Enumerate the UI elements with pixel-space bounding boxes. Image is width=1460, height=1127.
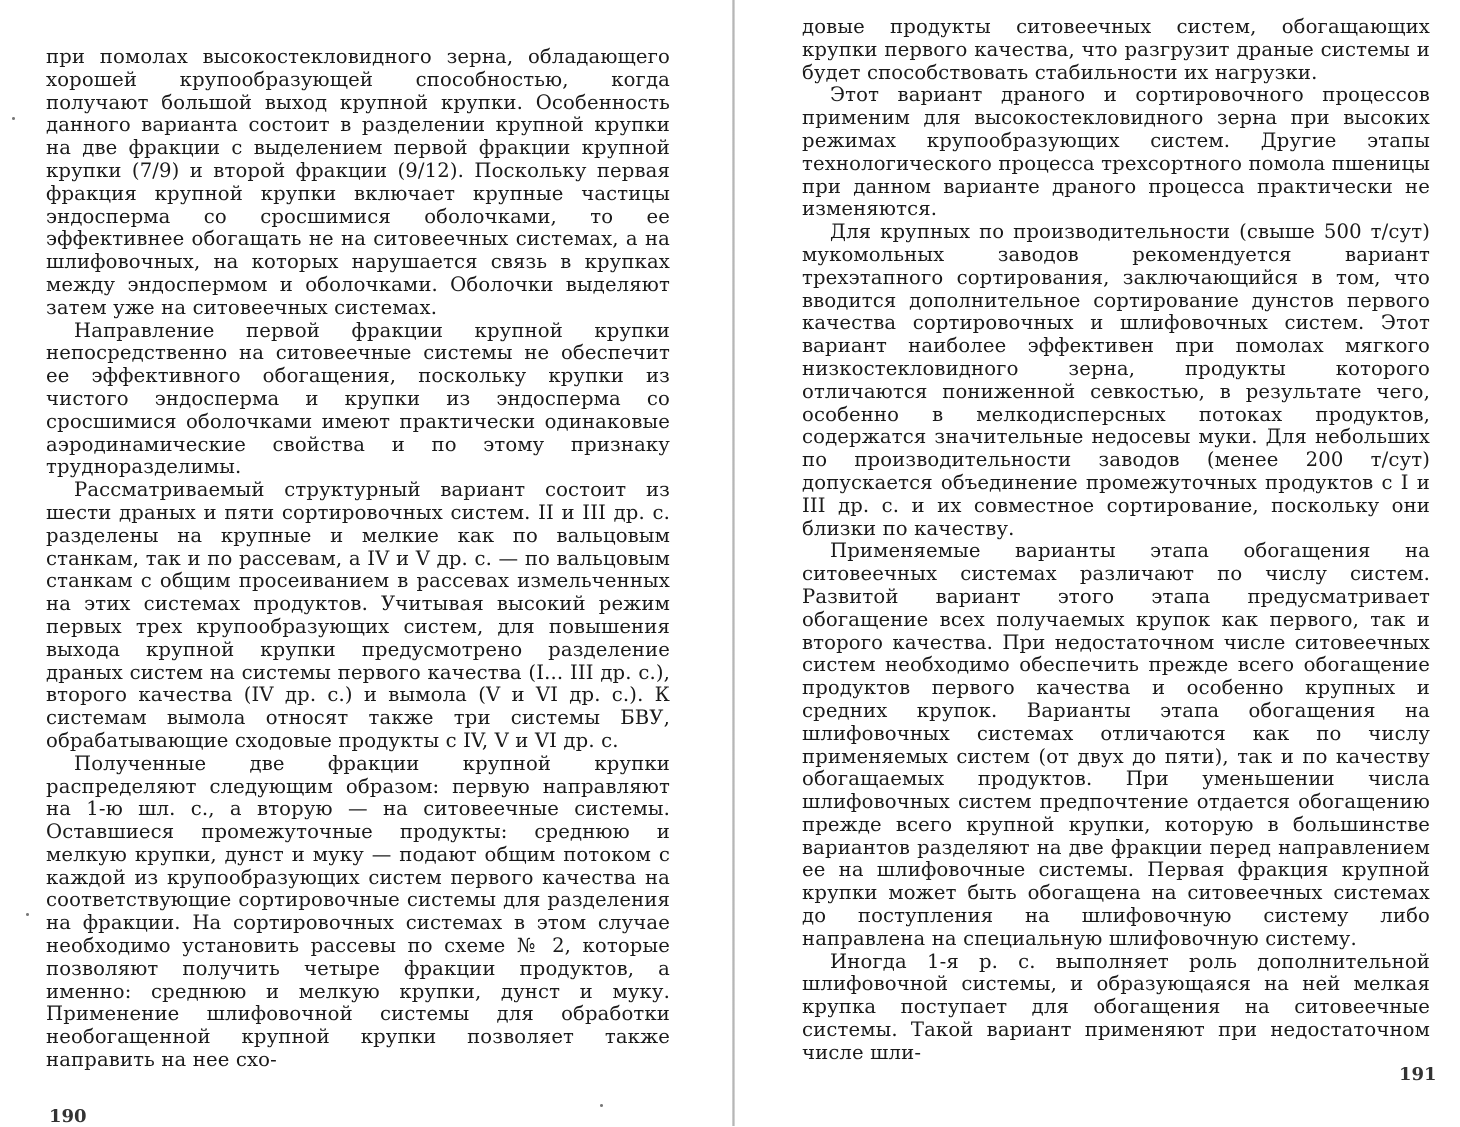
paragraph: Рассматриваемый структурный вариант состоит из шести драных и пяти сортировочных систем. II и III др. с. разделены на крупные и мелкие как по вальцовым станкам, так и по рассевам, а IV и V др. с. — по вальцовым станкам с общим просеиванием в рассевах измельченных на этих системах продуктов. Учитывая высокий режим первых трех крупообразующих систем, для повышения выхода крупной крупки предусмотрено разделение драных систем на системы первого качества (I... III др. с.), второго качества (IV др. с.) и вымола (V и VI др. с.). К системам вымола относят также три системы БВУ, обрабатывающие сходовые продукты с IV, V и VI др. с. (46, 478, 670, 752)
paragraph: довые продукты ситовеечных систем, обогащающих крупки первого качества, что разгрузит драные системы и будет способствовать стабильности их нагрузки. (802, 15, 1430, 84)
left-page (0, 0, 730, 1126)
paragraph: Применяемые варианты этапа обогащения на ситовеечных системах различают по числу систем. Развитой вариант этого этапа предусматривает обогащение всех получаемых крупок как первого, так и второго качества. При недостаточном числе ситовеечных систем необходимо обеспечить прежде всего обогащение продуктов первого качества и особенно крупных и средних крупок. Варианты этапа обогащения на шлифовочных системах отличаются как по числу применяемых систем (от двух до пяти), так и по качеству обогащаемых продуктов. При уменьшении числа шлифовочных систем предпочтение отдается обогащению прежде всего крупной крупки, которую в большинстве вариантов разделяют на две фракции перед направлением ее на шлифовочные системы. Первая фракция крупной крупки может быть обогащена на ситовеечных системах до поступления на шлифовочную систему либо направлена на специальную шлифовочную систему. (802, 539, 1430, 950)
scan-speck (12, 117, 15, 120)
right-page (730, 0, 1460, 1126)
paragraph: Направление первой фракции крупной крупки непосредственно на ситовеечные системы не обеспечит ее эффективного обогащения, поскольку крупки из чистого эндосперма и крупки из эндосперма со сросшимися оболочками имеют практически одинаковые аэродинамические свойства и по этому признаку трудноразделимы. (46, 318, 670, 479)
page-number: 191 (1399, 1064, 1437, 1085)
scan-speck (600, 1104, 603, 1107)
paragraph: Полученные две фракции крупной крупки распределяют следующим образом: первую направляют на 1-ю шл. с., а вторую — на ситовеечные системы. Оставшиеся промежуточные продукты: среднюю и мелкую крупки, дунст и муку — подают общим потоком с каждой из крупообразующих систем первого качества на соответствующие сортировочные системы для разделения на фракции. На сортировочных системах в этом случае необходимо установить рассевы по схеме № 2, которые позволяют получить четыре фракции продуктов, а именно: среднюю и мелкую крупки, дунст и муку. Применение шлифовочной системы для обработки необогащенной крупной крупки позволяет также направить на нее схо- (46, 751, 670, 1072)
right-page-text (802, 16, 1430, 1065)
paragraph: Для крупных по производительности (свыше 500 т/сут) мукомольных заводов рекомендуется вариант трехэтапного сортирования, заключающийся в том, что вводится дополнительное сортирование дунстов первого качества сортировочных и шлифовочных систем. Этот вариант наиболее эффективен при помолах мягкого низкостекловидного зерна, продукты которого отличаются пониженной севкостью, в результате чего, особенно в мелкодисперсных потоках продуктов, содержатся значительные недосевы муки. Для небольших по производительности заводов (менее 200 т/сут) допускается объединение промежуточных продуктов с I и III др. с. и их совместное сортирование, поскольку они близки по качеству. (802, 220, 1430, 540)
paragraph: при помолах высокостекловидного зерна, обладающего хорошей крупообразующей способностью, когда получают большой выход крупной крупки. Особенность данного варианта состоит в разделении крупной крупки на две фракции с выделением первой фракции крупной крупки (7/9) и второй фракции (9/12). Поскольку первая фракция крупной крупки включает крупные частицы эндосперма со сросшимися оболочками, то ее эффективнее обогащать не на ситовеечных системах, а на шлифовочных, на которых нарушается связь в крупках между эндоспермом и оболочками. Оболочки выделяют затем уже на ситовеечных системах. (46, 45, 670, 319)
page-number: 190 (49, 1106, 87, 1127)
scan-speck (26, 913, 29, 916)
paragraph: Этот вариант драного и сортировочного процессов применим для высокостекловидного зерна при высоких режимах крупообразующих систем. Другие этапы технологического процесса трехсортного помола пшеницы при данном варианте драного процесса практически не изменяются. (802, 83, 1430, 221)
left-page-text (46, 46, 670, 1072)
paragraph: Иногда 1-я р. с. выполняет роль дополнительной шлифовочной системы, и образующаяся на ней мелкая крупка поступает для обогащения на ситовеечные системы. Такой вариант применяют при недостаточном числе шли- (802, 949, 1430, 1064)
